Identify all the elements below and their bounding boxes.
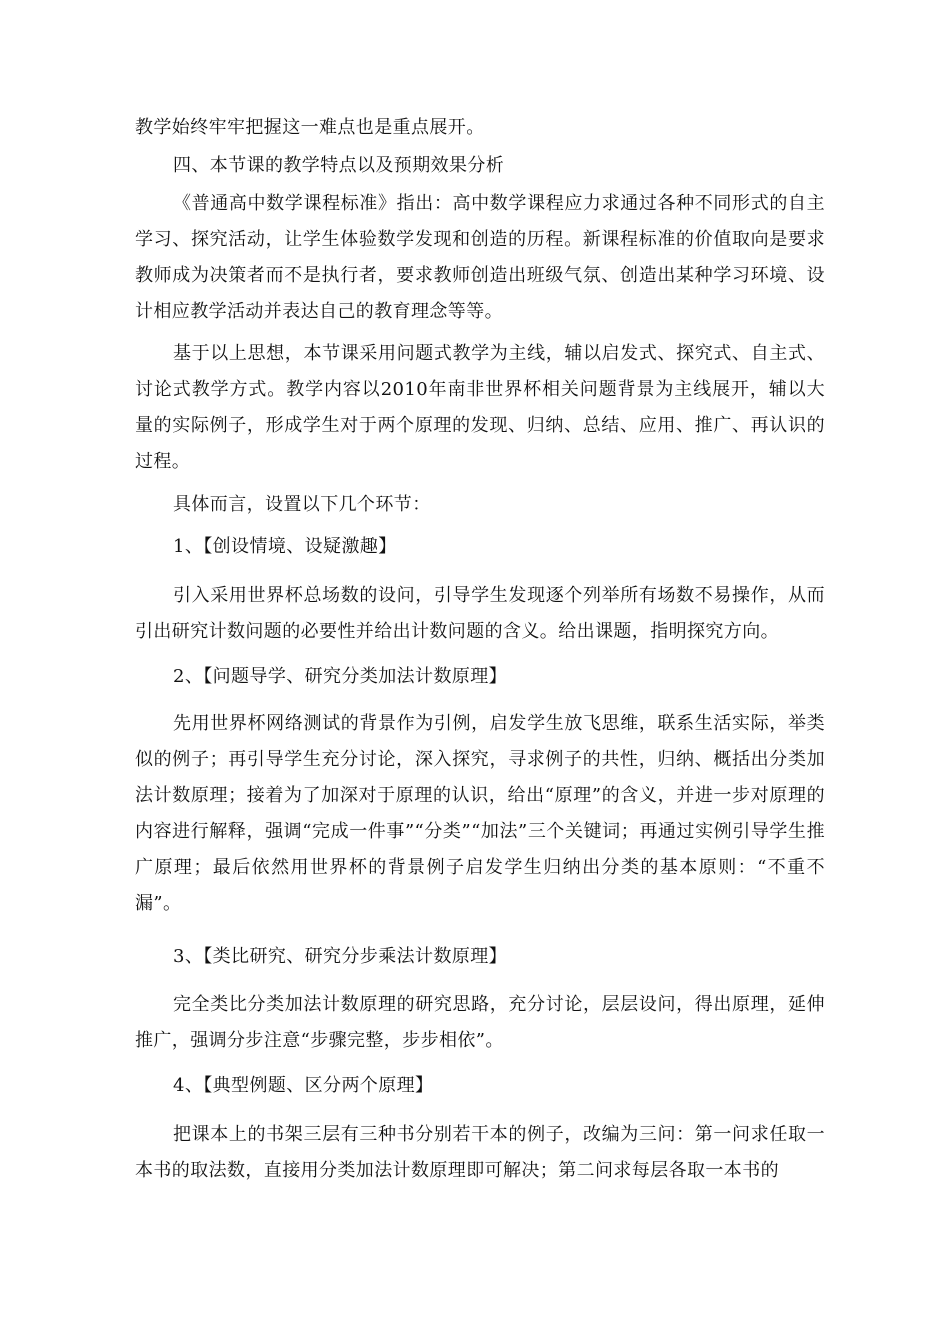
step-1-text: 引入采用世界杯总场数的设问，引导学生发现逐个列举所有场数不易操作，从而引出研究计数问题的必要性并给出计数问题的含义。给出课题，指明探究方向。	[135, 585, 825, 642]
step-4-text: 把课本上的书架三层有三种书分别若干本的例子，改编为三问：第一问求任取一本书的取法数，直接用分类加法计数原理即可解决；第二问求每层各取一本书的	[135, 1124, 825, 1181]
paragraph-continuation: 教学始终牢牢把握这一难点也是重点展开。	[135, 117, 485, 138]
paragraph-steps-intro: 具体而言，设置以下几个环节：	[173, 494, 431, 515]
step-4-title: 4、【典型例题、区分两个原理】	[173, 1075, 434, 1096]
step-3-text: 完全类比分类加法计数原理的研究思路，充分讨论，层层设问，得出原理，延伸推广，强调分步注意“步骤完整，步步相依”。	[135, 994, 825, 1051]
paragraph-curriculum-standard: 《普通高中数学课程标准》指出：高中数学课程应力求通过各种不同形式的自主学习、探究活动，让学生体验数学发现和创造的历程。新课程标准的价值取向是要求教师成为决策者而不是执行者，要求教师创造出班级气氛、创造出某种学习环境、设计相应教学活动并表达自己的教育理念等等。	[135, 193, 825, 322]
step-2-title: 2、【问题导学、研究分类加法计数原理】	[173, 666, 508, 687]
step-1-title: 1、【创设情境、设疑激趣】	[173, 536, 397, 557]
section-heading: 四、本节课的教学特点以及预期效果分析	[173, 155, 505, 176]
step-2-text: 先用世界杯网络测试的背景作为引例，启发学生放飞思维，联系生活实际，举类似的例子；再引导学生充分讨论，深入探究，寻求例子的共性，归纳、概括出分类加法计数原理；接着为了加深对于原理的认识，给出“原理”的含义，并进一步对原理的内容进行解释，强调“完成一件事”“分类”“加法”三个关键词；再通过实例引导学生推广原理；最后依然用世界杯的背景例子启发学生归纳出分类的基本原则：“不重不漏”。	[135, 713, 825, 914]
step-3-title: 3、【类比研究、研究分步乘法计数原理】	[173, 946, 508, 967]
paragraph-teaching-method: 基于以上思想，本节课采用问题式教学为主线，辅以启发式、探究式、自主式、讨论式教学方式。教学内容以2010年南非世界杯相关问题背景为主线展开，辅以大量的实际例子，形成学生对于两个原理的发现、归纳、总结、应用、推广、再认识的过程。	[135, 343, 825, 472]
